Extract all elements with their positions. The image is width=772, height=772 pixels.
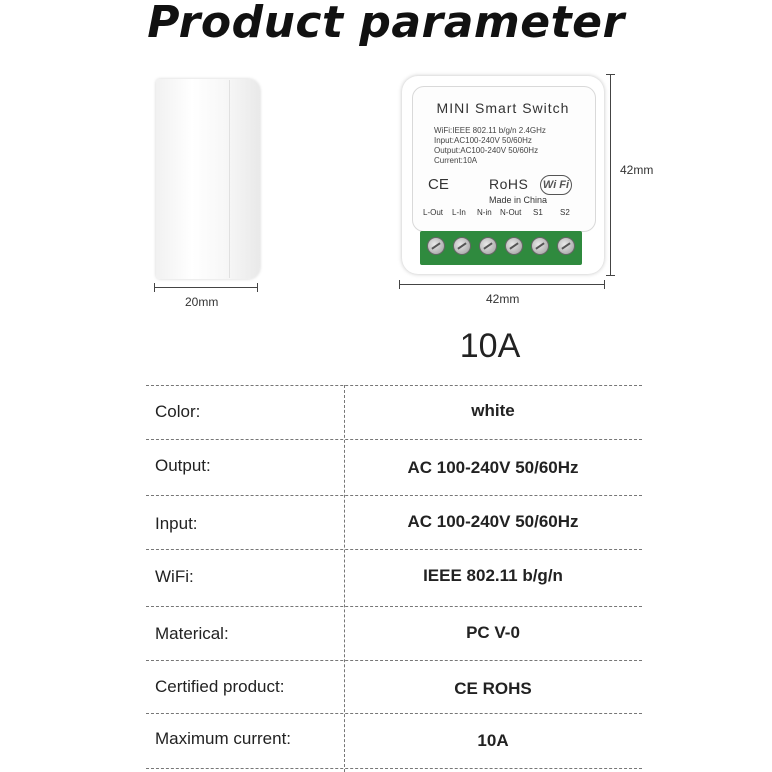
terminal-label: L-In [452, 208, 466, 217]
front-width-tick-right [604, 280, 605, 289]
page-title: Product parameter [147, 0, 625, 48]
table-divider [146, 660, 642, 661]
table-divider [146, 495, 642, 496]
table-divider [146, 713, 642, 714]
row-label: Color: [155, 402, 201, 421]
row-value: AC 100-240V 50/60Hz [407, 458, 579, 477]
side-view-seam [229, 80, 230, 278]
ce-mark-icon: CE [428, 176, 449, 193]
device-spec-line: Input:AC100-240V 50/60Hz [434, 136, 532, 145]
device-name: MINI Smart Switch [436, 100, 570, 116]
row-label: Input: [155, 514, 198, 533]
side-width-tick-right [257, 283, 258, 292]
terminal-label: S1 [533, 208, 543, 217]
front-height-dimension-line [610, 74, 611, 276]
front-width-tick-left [399, 280, 400, 289]
row-value: PC V-0 [466, 623, 520, 642]
side-view-body [156, 79, 260, 279]
row-value: CE ROHS [454, 679, 532, 698]
row-value: white [471, 401, 515, 420]
device-spec-line: Current:10A [434, 156, 478, 165]
table-divider [146, 549, 642, 550]
screw-icon [479, 237, 497, 255]
device-spec-line: WiFi:IEEE 802.11 b/g/n 2.4GHz [434, 126, 546, 135]
row-label: WiFi: [155, 567, 194, 586]
current-heading: 10A [459, 327, 521, 365]
wifi-logo-icon: Wi Fi [540, 175, 572, 195]
terminal-label: N-in [477, 208, 492, 217]
row-value: AC 100-240V 50/60Hz [407, 512, 579, 531]
screw-icon [427, 237, 445, 255]
row-label: Output: [155, 456, 211, 475]
screw-icon [453, 237, 471, 255]
row-value: 10A [477, 731, 509, 750]
front-height-tick-top [606, 74, 615, 75]
table-divider [146, 768, 642, 769]
made-in-label: Made in China [489, 195, 548, 205]
side-width-label: 20mm [185, 295, 219, 309]
side-width-tick-left [154, 283, 155, 292]
table-divider [146, 606, 642, 607]
front-width-dimension-line [399, 284, 605, 285]
terminal-label: L-Out [423, 208, 444, 217]
terminal-label: S2 [560, 208, 570, 217]
screw-icon [531, 237, 549, 255]
row-value: IEEE 802.11 b/g/n [423, 566, 563, 585]
row-label: Materical: [155, 624, 229, 643]
screw-icon [557, 237, 575, 255]
terminal-label: N-Out [500, 208, 522, 217]
front-height-tick-bottom [606, 275, 615, 276]
table-divider [146, 385, 642, 386]
row-label: Maximum current: [155, 729, 292, 748]
device-spec-line: Output:AC100-240V 50/60Hz [434, 146, 539, 155]
table-divider [146, 439, 642, 440]
row-label: Certified product: [155, 677, 285, 696]
device-spec-list [434, 126, 546, 166]
rohs-mark: RoHS [489, 176, 529, 192]
front-height-label: 42mm [620, 163, 654, 177]
screw-icon [505, 237, 523, 255]
side-width-dimension-line [154, 287, 258, 288]
front-width-label: 42mm [486, 292, 520, 306]
